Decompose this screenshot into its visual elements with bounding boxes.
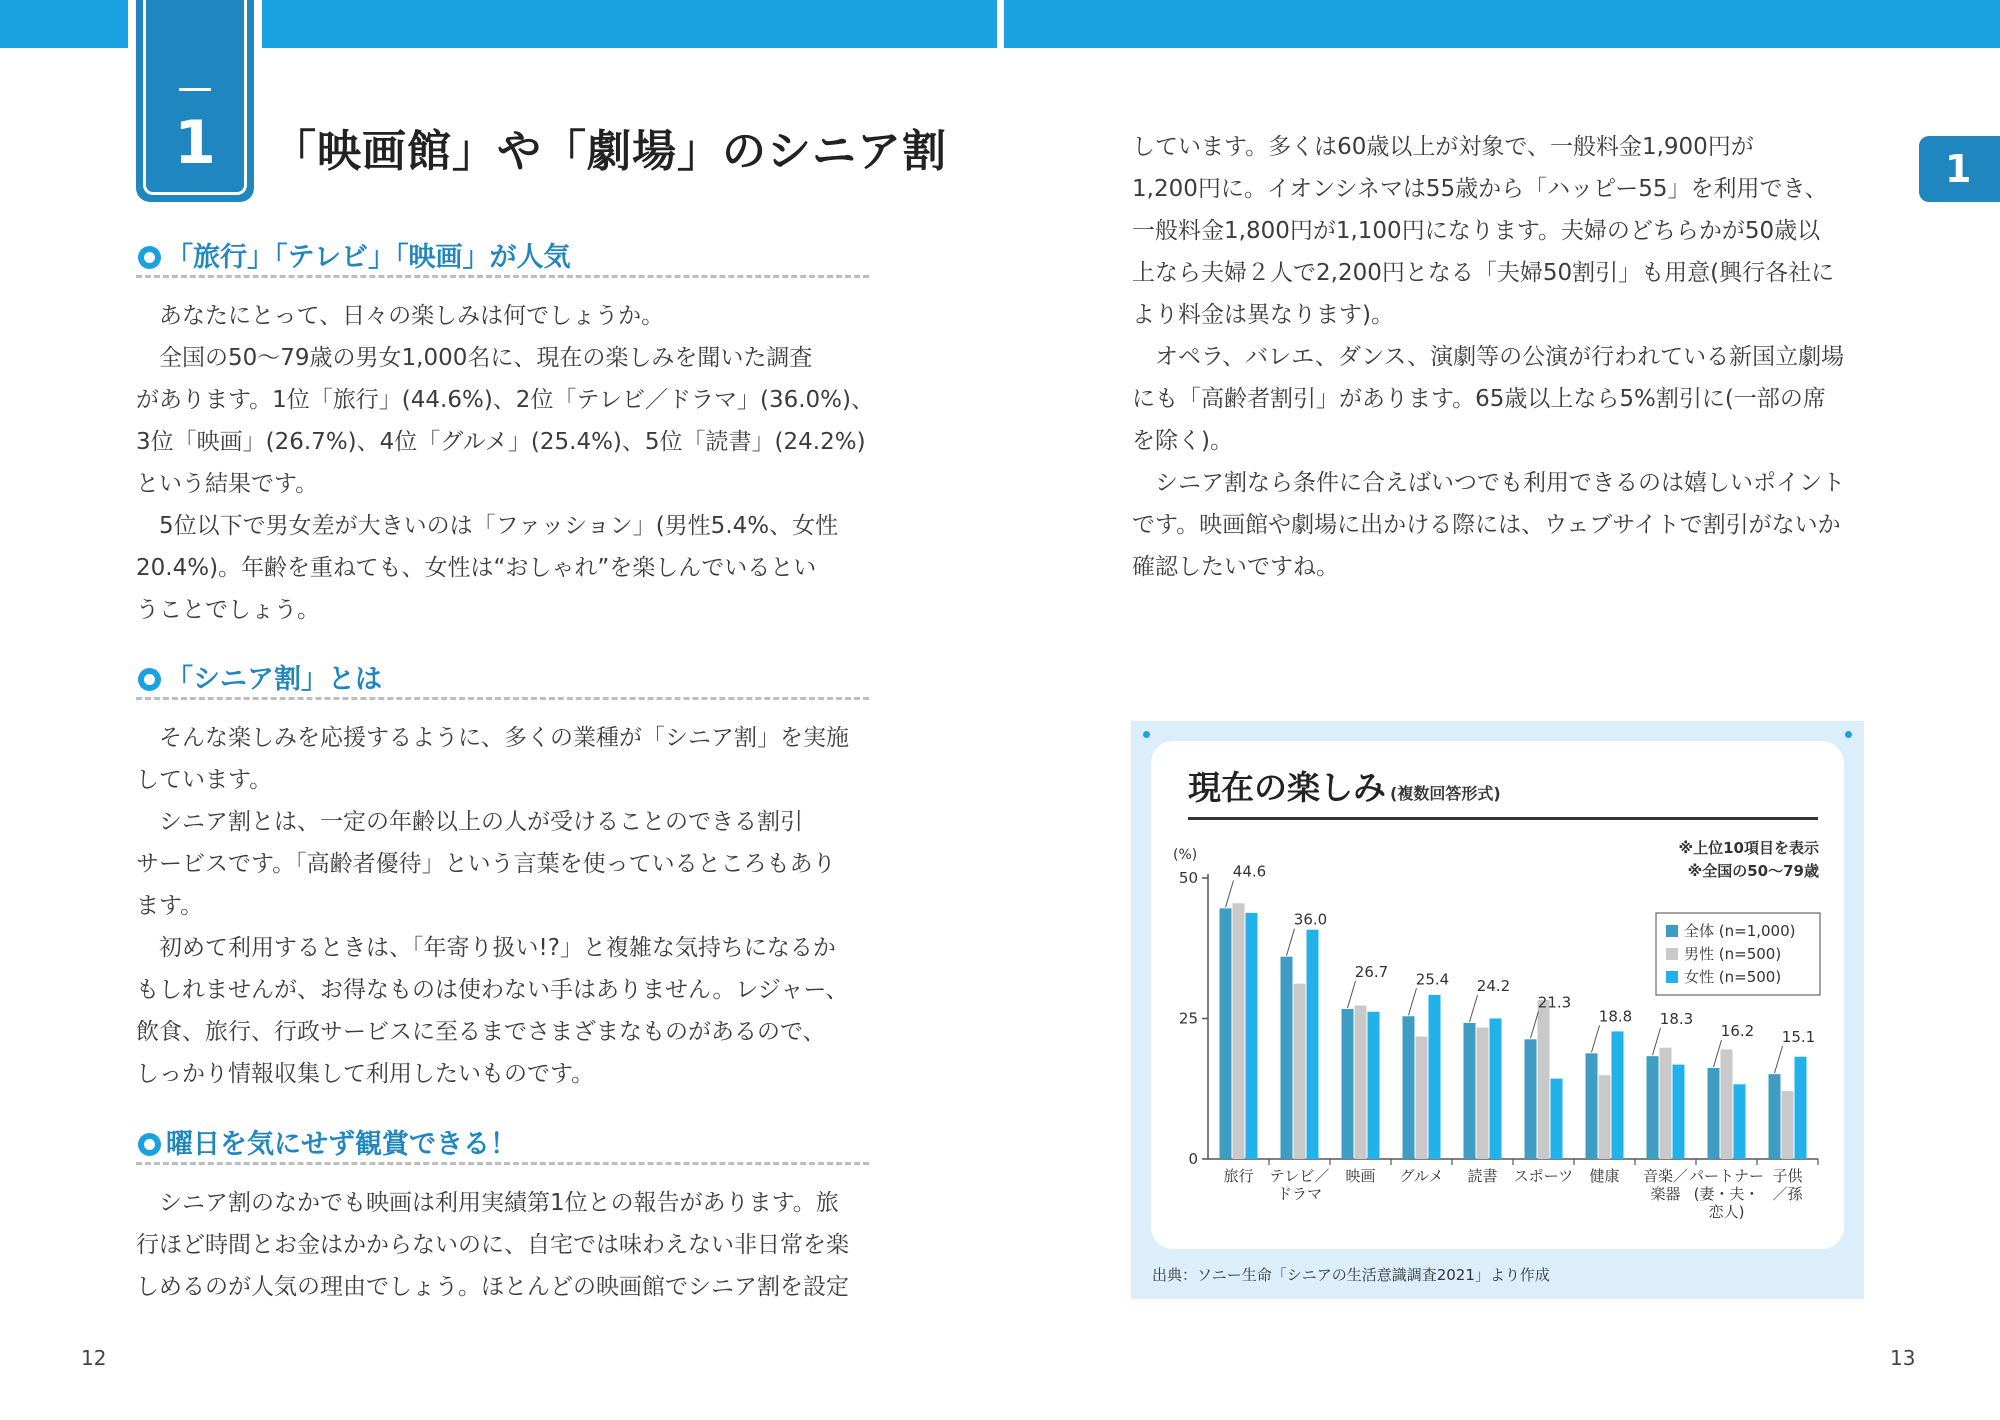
value-label: 21.3 bbox=[1537, 993, 1572, 1012]
y-tick-label: 0 bbox=[1188, 1150, 1198, 1168]
bar bbox=[1721, 1049, 1733, 1159]
bar bbox=[1673, 1065, 1685, 1159]
section-heading-text: 曜日を気にせず観賞できる！ bbox=[166, 1129, 517, 1160]
value-leader-line bbox=[1287, 929, 1295, 956]
section-body-senior-discount bbox=[136, 717, 849, 1095]
page-number-right: 13 bbox=[1890, 1346, 1916, 1370]
bar bbox=[1477, 1027, 1489, 1159]
section-heading-text: 「シニア割」とは bbox=[166, 664, 382, 695]
right-column-text bbox=[1132, 126, 1845, 588]
text-line: しっかり情報収集して利用したいものです。 bbox=[136, 1061, 595, 1087]
chapter-side-tab: 1 bbox=[1919, 136, 2000, 202]
text-line: 飲食、旅行、行政サービスに至るまでさまざまなものがあるので、 bbox=[136, 1019, 826, 1045]
bar bbox=[1660, 1048, 1672, 1159]
bar bbox=[1342, 1009, 1354, 1159]
bar bbox=[1490, 1019, 1502, 1160]
value-label: 18.8 bbox=[1598, 1007, 1633, 1026]
category-label: パートナー bbox=[1688, 1167, 1765, 1185]
bar bbox=[1782, 1091, 1794, 1159]
bar bbox=[1734, 1084, 1746, 1159]
text-line: があります。1位「旅行」(44.6%)、2位「テレビ／ドラマ」(36.0%)、 bbox=[136, 387, 874, 413]
text-line: にも「高齢者割引」があります。65歳以上なら5%割引に(一部の席 bbox=[1132, 386, 1826, 412]
header-bar-right bbox=[1004, 0, 2000, 48]
text-line: 初めて利用するときは、「年寄り扱い!?」と複雑な気持ちになるか bbox=[136, 935, 836, 961]
section-heading-weekday bbox=[136, 1125, 869, 1165]
category-label: スポーツ bbox=[1513, 1167, 1574, 1185]
value-label: 15.1 bbox=[1781, 1028, 1816, 1047]
text-line: シニア割なら条件に合えばいつでも利用できるのは嬉しいポイント bbox=[1132, 470, 1845, 496]
legend-swatch bbox=[1666, 948, 1678, 960]
bar bbox=[1464, 1023, 1476, 1159]
category-label: ドラマ bbox=[1276, 1185, 1323, 1203]
page-number-left: 12 bbox=[81, 1346, 107, 1370]
text-line: 20.4%)。年齢を重ねても、女性は“おしゃれ”を楽しんでいるとい bbox=[136, 555, 817, 581]
legend-swatch bbox=[1666, 971, 1678, 983]
value-leader-line bbox=[1348, 981, 1356, 1008]
text-line: シニア割とは、一定の年齢以上の人が受けることのできる割引 bbox=[136, 809, 803, 835]
text-line: しています。 bbox=[136, 767, 273, 793]
section-body-popular bbox=[136, 295, 874, 631]
bar bbox=[1403, 1016, 1415, 1159]
value-leader-line bbox=[1653, 1028, 1661, 1055]
category-label: 音楽／ bbox=[1642, 1167, 1689, 1185]
y-axis-unit: (%) bbox=[1173, 847, 1198, 863]
value-label: 25.4 bbox=[1415, 970, 1450, 989]
category-label: ／孫 bbox=[1772, 1185, 1803, 1203]
text-line: あなたにとって、日々の楽しみは何でしょうか。 bbox=[136, 303, 665, 329]
bar bbox=[1307, 930, 1319, 1159]
category-label: (妻・夫・ bbox=[1693, 1185, 1760, 1203]
header-bar-left bbox=[0, 0, 128, 48]
value-label: 24.2 bbox=[1476, 976, 1511, 995]
section-heading-text: 「旅行」「テレビ」「映画」が人気 bbox=[166, 242, 571, 273]
chart-note: ※全国の50～79歳 bbox=[1687, 862, 1819, 880]
bar bbox=[1647, 1056, 1659, 1159]
text-line: 5位以下で男女差が大きいのは「ファッション」(男性5.4%、女性 bbox=[136, 513, 839, 539]
bar bbox=[1416, 1036, 1428, 1159]
bar bbox=[1294, 984, 1306, 1159]
y-tick-label: 25 bbox=[1178, 1009, 1198, 1028]
legend-label: 全体 (n=1,000) bbox=[1684, 922, 1796, 940]
chart-card bbox=[1151, 741, 1844, 1249]
legend-label: 男性 (n=500) bbox=[1684, 945, 1782, 963]
value-leader-line bbox=[1409, 988, 1417, 1015]
chart-panel bbox=[1131, 721, 1864, 1299]
text-line: より料金は異なります)。 bbox=[1132, 302, 1394, 328]
chart-note: ※上位10項目を表示 bbox=[1678, 839, 1819, 857]
text-line: です。映画館や劇場に出かける際には、ウェブサイトで割引がないか bbox=[1132, 512, 1841, 538]
text-line: 確認したいですね。 bbox=[1132, 554, 1339, 580]
text-line: 行ほど時間とお金はかからないのに、自宅では味わえない非日常を楽 bbox=[136, 1232, 849, 1258]
text-line: シニア割のなかでも映画は利用実績第1位との報告があります。旅 bbox=[136, 1190, 839, 1216]
bar bbox=[1708, 1068, 1720, 1159]
text-line: うことでしょう。 bbox=[136, 597, 320, 623]
text-line: 3位「映画」(26.7%)、4位「グルメ」(25.4%)、5位「読書」(24.2%) bbox=[136, 429, 866, 455]
text-line: 一般料金1,800円が1,100円になります。夫婦のどちらかが50歳以 bbox=[1132, 218, 1821, 244]
header-bar-middle bbox=[262, 0, 997, 48]
circle-bullet-icon bbox=[138, 1133, 161, 1156]
bar bbox=[1538, 1000, 1550, 1159]
bar bbox=[1355, 1006, 1367, 1159]
text-line: 全国の50～79歳の男女1,000名に、現在の楽しみを聞いた調査 bbox=[136, 345, 813, 371]
text-line: しめるのが人気の理由でしょう。ほとんどの映画館でシニア割を設定 bbox=[136, 1274, 849, 1300]
chapter-dash bbox=[179, 88, 211, 91]
category-label: 旅行 bbox=[1223, 1167, 1254, 1185]
category-label: グルメ bbox=[1399, 1167, 1444, 1185]
bar bbox=[1246, 913, 1258, 1159]
category-label: 楽器 bbox=[1650, 1185, 1681, 1203]
section-heading-senior-discount bbox=[136, 660, 869, 700]
text-line: しています。多くは60歳以上が対象で、一般料金1,900円が bbox=[1132, 134, 1754, 160]
page-title: 「映画館」や「劇場」のシニア割 bbox=[272, 126, 947, 177]
chart-title-text: 現在の楽しみ bbox=[1188, 768, 1386, 807]
text-line: という結果です。 bbox=[136, 471, 319, 497]
value-leader-line bbox=[1226, 880, 1234, 907]
value-leader-line bbox=[1531, 1011, 1539, 1038]
category-label: テレビ／ bbox=[1269, 1167, 1330, 1185]
text-line: もしれませんが、お得なものは使わない手はありません。レジャー、 bbox=[136, 977, 849, 1003]
circle-bullet-icon bbox=[138, 246, 161, 269]
value-label: 44.6 bbox=[1232, 862, 1267, 881]
value-leader-line bbox=[1775, 1046, 1783, 1073]
category-label: 健康 bbox=[1589, 1167, 1620, 1185]
y-tick-label: 50 bbox=[1178, 869, 1198, 887]
corner-dot-icon bbox=[1143, 731, 1150, 738]
chart-source: 出典：ソニー生命「シニアの生活意識調査2021」より作成 bbox=[1152, 1266, 1550, 1284]
bar-chart bbox=[1151, 741, 1844, 1249]
section-heading-popular bbox=[136, 238, 869, 278]
bar bbox=[1220, 908, 1232, 1159]
category-label: 映画 bbox=[1345, 1167, 1376, 1185]
category-label: 恋人) bbox=[1708, 1203, 1745, 1221]
value-leader-line bbox=[1470, 995, 1478, 1022]
bar bbox=[1586, 1053, 1598, 1159]
category-label: 子供 bbox=[1772, 1167, 1803, 1185]
chapter-tab bbox=[136, 0, 254, 202]
text-line: オペラ、バレエ、ダンス、演劇等の公演が行われている新国立劇場 bbox=[1132, 344, 1845, 370]
section-body-weekday bbox=[136, 1182, 849, 1308]
bar bbox=[1795, 1057, 1807, 1159]
text-line: 1,200円に。イオンシネマは55歳から「ハッピー55」を利用でき、 bbox=[1132, 176, 1828, 202]
bar bbox=[1551, 1079, 1563, 1159]
bar bbox=[1525, 1039, 1537, 1159]
bar bbox=[1612, 1031, 1624, 1159]
category-label: 読書 bbox=[1467, 1167, 1498, 1185]
text-line: ます。 bbox=[136, 893, 204, 919]
value-label: 16.2 bbox=[1720, 1021, 1755, 1040]
chapter-number: 1 bbox=[174, 108, 216, 178]
text-line: サービスです。「高齢者優待」という言葉を使っているところもあり bbox=[136, 851, 836, 877]
value-leader-line bbox=[1714, 1040, 1722, 1067]
value-label: 18.3 bbox=[1659, 1010, 1694, 1029]
value-label: 26.7 bbox=[1354, 962, 1389, 981]
value-label: 36.0 bbox=[1293, 910, 1328, 929]
bar bbox=[1281, 957, 1293, 1159]
legend-swatch bbox=[1666, 925, 1678, 937]
bar bbox=[1599, 1075, 1611, 1159]
bar bbox=[1769, 1074, 1781, 1159]
value-leader-line bbox=[1592, 1025, 1600, 1052]
circle-bullet-icon bbox=[138, 668, 161, 691]
bar bbox=[1429, 995, 1441, 1159]
bar bbox=[1233, 903, 1245, 1159]
chart-subtitle: (複数回答形式) bbox=[1390, 784, 1501, 803]
bar bbox=[1368, 1012, 1380, 1159]
text-line: を除く)。 bbox=[1132, 428, 1233, 454]
corner-dot-icon bbox=[1845, 731, 1852, 738]
text-line: そんな楽しみを応援するように、多くの業種が「シニア割」を実施 bbox=[136, 725, 849, 751]
text-line: 上なら夫婦２人で2,200円となる「夫婦50割引」も用意(興行各社に bbox=[1132, 260, 1835, 286]
legend-label: 女性 (n=500) bbox=[1684, 968, 1782, 986]
